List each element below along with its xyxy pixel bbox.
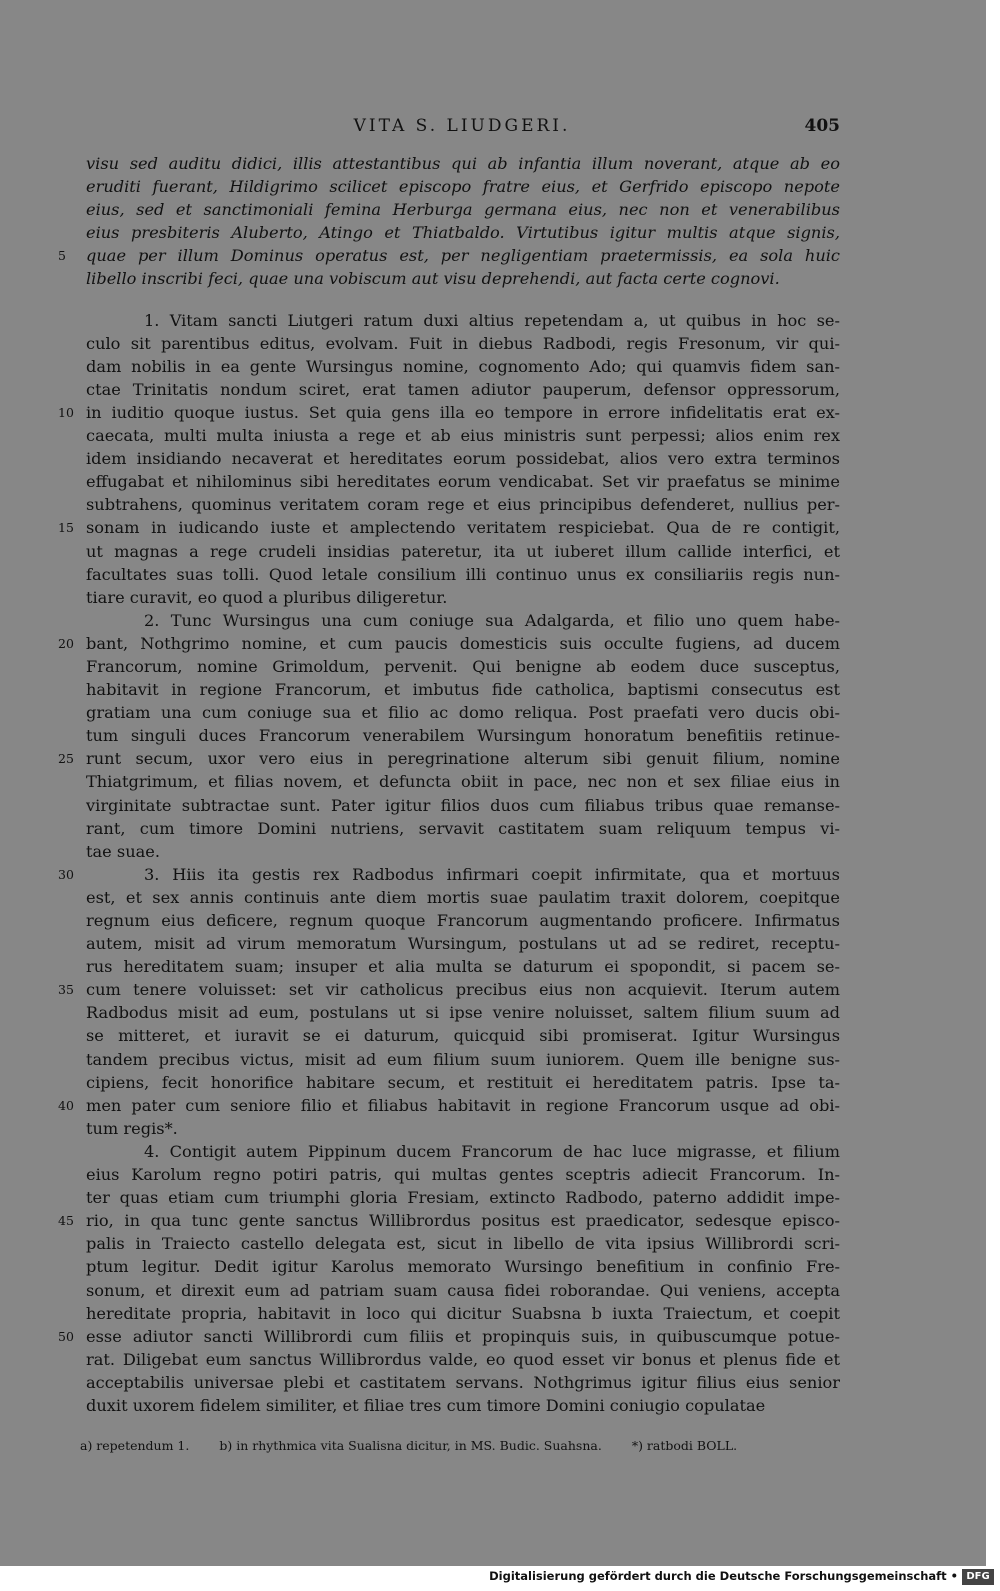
text-line (86, 309, 840, 332)
text-line (86, 198, 840, 221)
line-number: 10 (58, 404, 74, 420)
line-text: esse adiutor sancti Willibrordi cum filiis et propinquis suis, in quibuscumque potue- (86, 1326, 840, 1346)
text-line (86, 1232, 840, 1255)
line-text: Thiatgrimum, et filias novem, et defuncta obiit in pace, nec non et sex filiae eius in (86, 772, 840, 792)
line-text: palis in Traiecto castello delegata est, sicut in libello de vita ipsius Willibrordi scri- (86, 1234, 840, 1254)
text-line (58, 516, 840, 539)
line-text: eius Karolum regno potiri patris, qui multas gentes sceptris adiecit Francorum. In- (86, 1165, 840, 1185)
page-number: 405 (804, 116, 840, 136)
line-text: runt secum, uxor vero eius in peregrinatione alterum sibi genuit filium, nomine (86, 749, 840, 769)
text-line (86, 563, 840, 586)
line-text: autem, misit ad virum memoratum Wursingum, postulans ut ad se rediret, receptu- (86, 934, 840, 954)
text-line (58, 632, 840, 655)
line-text: sonam in iudicando iuste et amplectendo veritatem respiciebat. Qua de re contigit, (86, 518, 840, 538)
line-text: tandem precibus victus, misit ad eum filium suum iuniorem. Quem ille benigne sus- (86, 1049, 840, 1069)
line-text: tum singuli duces Francorum venerabilem Wursingum honoratum benefitiis retinue- (86, 726, 840, 746)
line-text: regnum eius deficere, regnum quoque Francorum augmentando proficere. Infirmatus (86, 911, 840, 930)
line-text: gratiam una cum coniuge sua et filio ac domo reliqua. Post praefati vero ducis obi- (86, 703, 840, 723)
text-line (86, 1348, 840, 1371)
text-line (86, 175, 840, 198)
line-text: duxit uxorem fidelem similiter, et filiae tres cum timore Domini coniugio copulatae (86, 1395, 766, 1415)
line-text: 2. Tunc Wursingus una cum coniuge sua Adalgarda, et filio uno quem habe- (144, 610, 840, 630)
line-number: 30 (58, 866, 74, 882)
text-line (58, 978, 840, 1001)
line-number: 35 (58, 982, 74, 998)
text-line (86, 447, 840, 470)
text-line (86, 1071, 840, 1094)
text-line (58, 1094, 840, 1117)
line-text: caecata, multi multa iniusta a rege et ab eius ministris sunt perpessi; alios enim rex (86, 426, 840, 446)
line-text: libello inscribi feci, quae una vobiscum aut visu deprehendi, aut facta certe cognovi. (86, 269, 780, 289)
line-text: rat. Diligebat eum sanctus Willibrordus valde, eo quod esset vir bonus et plenus fide et (86, 1349, 840, 1369)
line-text: se mitteret, et iuravit se ei daturum, quicquid sibi promiserat. Igitur Wursingus (86, 1026, 840, 1046)
line-text: ptum legitur. Dedit igitur Karolus memorato Wursingo benefitium in confinio Fre- (86, 1257, 840, 1277)
line-number: 20 (58, 635, 74, 651)
line-text: rus hereditatem suam; insuper et alia multa se daturum ei spopondit, si pacem se- (86, 957, 840, 977)
line-text: men pater cum seniore filio et filiabus habitavit in regione Francorum usque ad obi- (86, 1095, 840, 1115)
line-text: culo sit parentibus editus, evolvam. Fuit in diebus Radbodi, regis Fresonum, vir qui- (86, 333, 840, 353)
line-text: ter quas etiam cum triumphi gloria Fresiam, extincto Radbodo, paterno addidit impe- (86, 1188, 840, 1208)
text-line (86, 1117, 840, 1140)
text-line (86, 932, 840, 955)
text-line (86, 378, 840, 401)
line-text: in iuditio quoque iustus. Set quia gens illa eo tempore in errore infidelitatis erat ex- (86, 402, 840, 422)
text-line (86, 794, 840, 817)
line-text: hereditate propria, habitavit in loco qui dicitur Suabsna b iuxta Traiectum, et coepit (86, 1303, 840, 1323)
text-line (86, 817, 840, 840)
text-line (86, 701, 840, 724)
text-line (86, 493, 840, 516)
text-line (58, 244, 840, 267)
text-line (86, 1371, 840, 1394)
line-text: ctae Trinitatis nondum sciret, erat tamen adiutor pauperum, defensor oppressorum, (86, 379, 840, 399)
line-text: tiare curavit, eo quod a pluribus diligeretur. (86, 587, 448, 607)
text-line (58, 863, 840, 886)
line-text: 1. Vitam sancti Liutgeri ratum duxi altius repetendam a, ut quibus in hoc se- (144, 310, 840, 330)
text-line (86, 955, 840, 978)
line-number: 45 (58, 1213, 74, 1229)
text-line (86, 332, 840, 355)
text-line (86, 609, 840, 632)
text-line (86, 152, 840, 175)
text-line (86, 1255, 840, 1278)
paragraph-gap (86, 291, 840, 309)
line-text: subtrahens, quominus veritatem coram rege et eius principibus defenderet, nullius per- (86, 495, 840, 515)
text-line (86, 1186, 840, 1209)
line-text: eius presbiteris Aluberto, Atingo et Thiatbaldo. Virtutibus igitur multis atque signis, (86, 223, 840, 243)
text-line (86, 586, 840, 609)
line-text: eius, sed et sanctimoniali femina Herburga germana eius, nec non et venerabilibus (86, 200, 840, 220)
text-line (86, 678, 840, 701)
text-line (86, 840, 840, 863)
line-text: rio, in qua tunc gente sanctus Willibrordus positus est praedicator, sedesque episco- (86, 1211, 840, 1231)
footnote: a) repetendum 1. (80, 1438, 190, 1453)
dfg-logo: DFG (962, 1569, 994, 1585)
line-text: est, et sex annis continuis ante diem mortis suae paulatim traxit dolorem, coepitque (86, 887, 840, 907)
text-line (86, 355, 840, 378)
text-line (58, 747, 840, 770)
text-line (86, 540, 840, 563)
line-text: Radbodus misit ad eum, postulans ut si ipse venire noluisset, saltem filium suum ad (86, 1003, 840, 1023)
text-line (86, 1001, 840, 1024)
line-text: virginitate subtractae sunt. Pater igitur filios duos cum filiabus tribus quae remanse- (86, 795, 840, 815)
running-header (86, 114, 838, 144)
line-text: cipiens, fecit honorifice habitare secum, et restituit ei hereditatem patris. Ipse ta- (86, 1072, 840, 1092)
line-text: effugabat et nihilominus sibi hereditates eorum vendicabat. Set vir praefatus se minime (86, 472, 840, 492)
text-line (86, 424, 840, 447)
line-number: 25 (58, 751, 74, 767)
text-line (86, 267, 840, 290)
line-text: cum tenere voluisset: set vir catholicus precibus eius non acquievit. Iterum autem (86, 980, 840, 1000)
text-line (86, 470, 840, 493)
text-line (86, 1279, 840, 1302)
line-text: ut magnas a rege crudeli insidias pateretur, ita ut iuberet illum callide interfici, et (86, 541, 840, 561)
line-text: eruditi fuerant, Hildigrimo scilicet episcopo fratre eius, et Gerfrido episcopo nepote (86, 177, 840, 197)
line-text: visu sed auditu didici, illis attestantibus qui ab infantia illum noverant, atque ab eo (86, 154, 840, 173)
line-text: dam nobilis in ea gente Wursingus nomine, cognomento Ado; qui quamvis fidem san- (86, 356, 840, 376)
text-line (86, 1163, 840, 1186)
footnotes (80, 1438, 840, 1453)
line-text: tum regis*. (86, 1118, 178, 1138)
line-text: 3. Hiis ita gestis rex Radbodus infirmari coepit infirmitate, qua et mortuus (144, 864, 840, 884)
text-line (86, 770, 840, 793)
text-line (58, 1325, 840, 1348)
footnote: *) ratbodi BOLL. (631, 1438, 738, 1453)
text-line (86, 1048, 840, 1071)
text-line (86, 1302, 840, 1325)
line-text: habitavit in regione Francorum, et imbutus fide catholica, baptismi consecutus est (86, 680, 840, 700)
line-number: 5 (58, 248, 66, 264)
intro-paragraph (58, 152, 840, 291)
line-text: facultates suas tolli. Quod letale consilium illi continuo unus ex consiliariis regis nun- (86, 564, 840, 584)
line-number: 50 (58, 1328, 74, 1344)
text-body (58, 152, 840, 1417)
text-line (86, 1394, 840, 1417)
line-text: rant, cum timore Domini nutriens, servavit castitatem suam reliquum tempus vi- (86, 818, 840, 838)
line-number: 40 (58, 1097, 74, 1113)
text-line (86, 1140, 840, 1163)
text-line (86, 1024, 840, 1047)
line-text: sonum, et direxit eum ad patriam suam causa fidei roborandae. Qui veniens, accepta (86, 1280, 840, 1300)
line-text: tae suae. (86, 841, 160, 861)
text-line (86, 724, 840, 747)
text-line (58, 1209, 840, 1232)
line-number: 15 (58, 520, 74, 536)
footnote: b) in rhythmica vita Sualisna dicitur, in MS. Budic. Suahsna. (219, 1438, 602, 1453)
text-line (86, 909, 840, 932)
line-text: Francorum, nomine Grimoldum, pervenit. Qui benigne ab eodem duce susceptus, (86, 656, 840, 676)
line-text: quae per illum Dominus operatus est, per negligentiam praetermissis, ea sola huic (86, 246, 840, 266)
line-text: acceptabilis universae plebi et castitatem servans. Nothgrimus igitur filius eius senior (86, 1372, 840, 1392)
text-line (86, 655, 840, 678)
text-line (86, 221, 840, 244)
text-line (58, 401, 840, 424)
line-text: bant, Nothgrimo nomine, et cum paucis domesticis suis occulte fugiens, ad ducem (86, 633, 840, 653)
main-text (58, 309, 840, 1418)
text-line (86, 886, 840, 909)
line-text: 4. Contigit autem Pippinum ducem Francorum de hac luce migrasse, et filium (144, 1141, 840, 1161)
digitization-credit: Digitalisierung gefördert durch die Deutsche Forschungsgemeinschaft • (489, 1569, 958, 1583)
line-text: idem insidiando necaverat et hereditates eorum possidebat, alios vero extra terminos (86, 449, 840, 469)
running-title: VITA S. LIUDGERI. (353, 116, 571, 136)
